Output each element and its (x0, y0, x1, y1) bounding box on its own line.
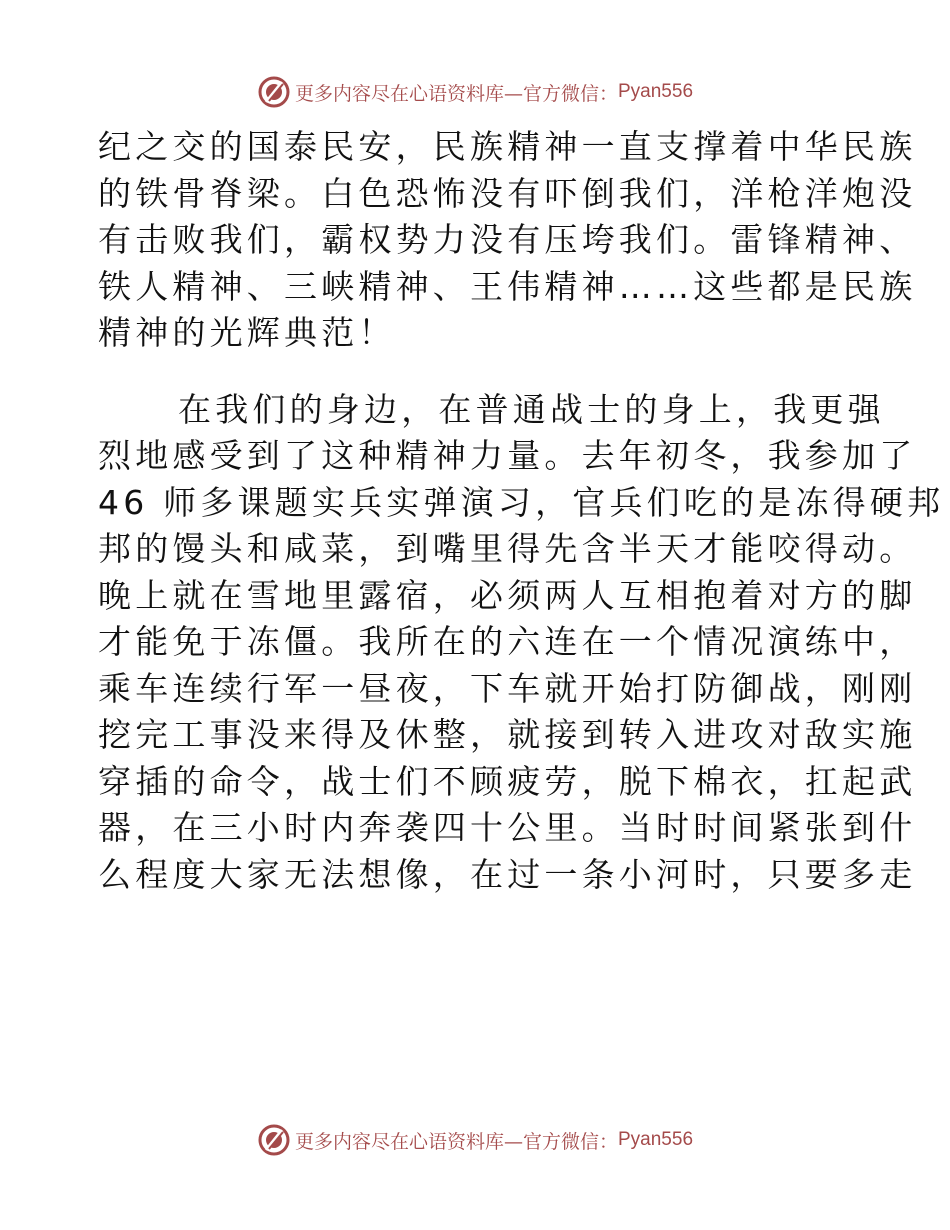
wechat-id: Pyan556 (618, 81, 694, 102)
paragraph (98, 124, 917, 357)
text-line: 器，在三小时内奔袭四十公里。当时时间紧张到什 (98, 808, 917, 847)
text-line: 邦的馒头和咸菜，到嘴里得先含半天才能咬得动。 (98, 529, 917, 568)
text-line: 挖完工事没来得及休整，就接到转入进攻对敌实施 (98, 715, 917, 754)
text-line: 烈地感受到了这种精神力量。去年初冬，我参加了 (98, 436, 917, 475)
banner-text: 更多内容尽在心语资料库—官方微信： (294, 82, 618, 105)
paragraph (98, 387, 945, 899)
text-line: 有击败我们，霸权势力没有压垮我们。雷锋精神、 (98, 220, 917, 259)
wechat-id: Pyan556 (618, 1129, 694, 1150)
banner-text: 更多内容尽在心语资料库—官方微信： (294, 1130, 618, 1153)
text-line: 么程度大家无法想像，在过一条小河时，只要多走 (98, 854, 917, 894)
header-banner (0, 72, 950, 112)
text-line: 穿插的命令，战士们不顾疲劳，脱下棉衣，扛起武 (98, 761, 917, 801)
logo-icon (257, 1123, 291, 1157)
footer-banner (0, 1120, 950, 1160)
text-line: 乘车连续行军一昼夜，下车就开始打防御战，刚刚 (98, 668, 917, 708)
text-line: 精神的光辉典范！ (98, 313, 396, 352)
text-line: 才能免于冻僵。我所在的六连在一个情况演练中， (98, 622, 917, 661)
text-line: 在我们的身边，在普通战士的身上，我更强 (178, 389, 885, 429)
text-line: 晚上就在雪地里露宿，必须两人互相抱着对方的脚 (98, 575, 917, 615)
logo-icon (257, 75, 291, 109)
text-line: 纪之交的国泰民安，民族精神一直支撑着中华民族 (98, 127, 917, 166)
document-body (98, 124, 945, 898)
text-line: 的铁骨脊梁。白色恐怖没有吓倒我们，洋枪洋炮没 (98, 173, 917, 213)
text-line: 铁人精神、三峡精神、王伟精神……这些都是民族 (98, 266, 917, 306)
text-line: 46 师多课题实兵实弹演习，官兵们吃的是冻得硬邦 (98, 482, 945, 522)
